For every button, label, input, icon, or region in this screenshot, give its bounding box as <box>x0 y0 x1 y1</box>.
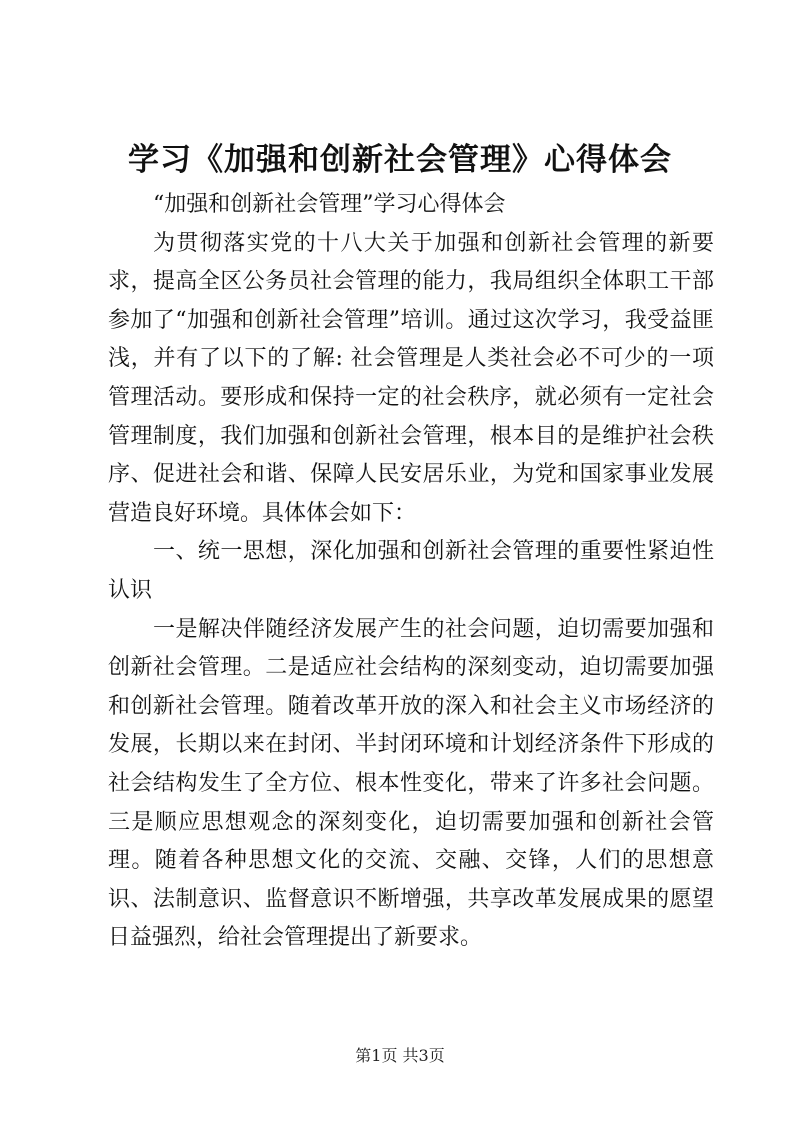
document-body <box>108 186 714 958</box>
body-paragraph: 一是解决伴随经济发展产生的社会问题，迫切需要加强和创新社会管理。二是适应社会结构的深刻变动，迫切需要加强和创新社会管理。随着改革开放的深入和社会主义市场经济的发展，长期以来在封闭、半封闭环境和计划经济条件下形成的社会结构发生了全方位、根本性变化，带来了许多社会问题。三是顺应思想观念的深刻变化，迫切需要加强和创新社会管理。随着各种思想文化的交流、交融、交锋，人们的思想意识、法制意识、监督意识不断增强，共享改革发展成果的愿望日益强烈，给社会管理提出了新要求。 <box>108 616 714 951</box>
intro-paragraph: 为贯彻落实党的十八大关于加强和创新社会管理的新要求，提高全区公务员社会管理的能力，我局组织全体职工干部参加了“加强和创新社会管理”培训。通过这次学习，我受益匪浅，并有了以下的了解: 社会管理是人类社会必不可少的一项管理活动。要形成和保持一定的社会秩序，就必须有一定社会管理制度，我们加强和创新社会管理，根本目的是维护社会秩序、促进社会和谐、保障人民安居乐业，为党和国家事业发展营造良好环境。具体体会如下： <box>108 230 714 526</box>
document-title: 学习《加强和创新社会管理》心得体会 <box>128 142 672 178</box>
page-number-footer: 第1页 共3页 <box>355 1046 445 1065</box>
subtitle-paragraph: “加强和创新社会管理”学习心得体会 <box>153 192 506 217</box>
section-heading: 一、统一思想，深化加强和创新社会管理的重要性紧迫性认识 <box>108 539 714 603</box>
